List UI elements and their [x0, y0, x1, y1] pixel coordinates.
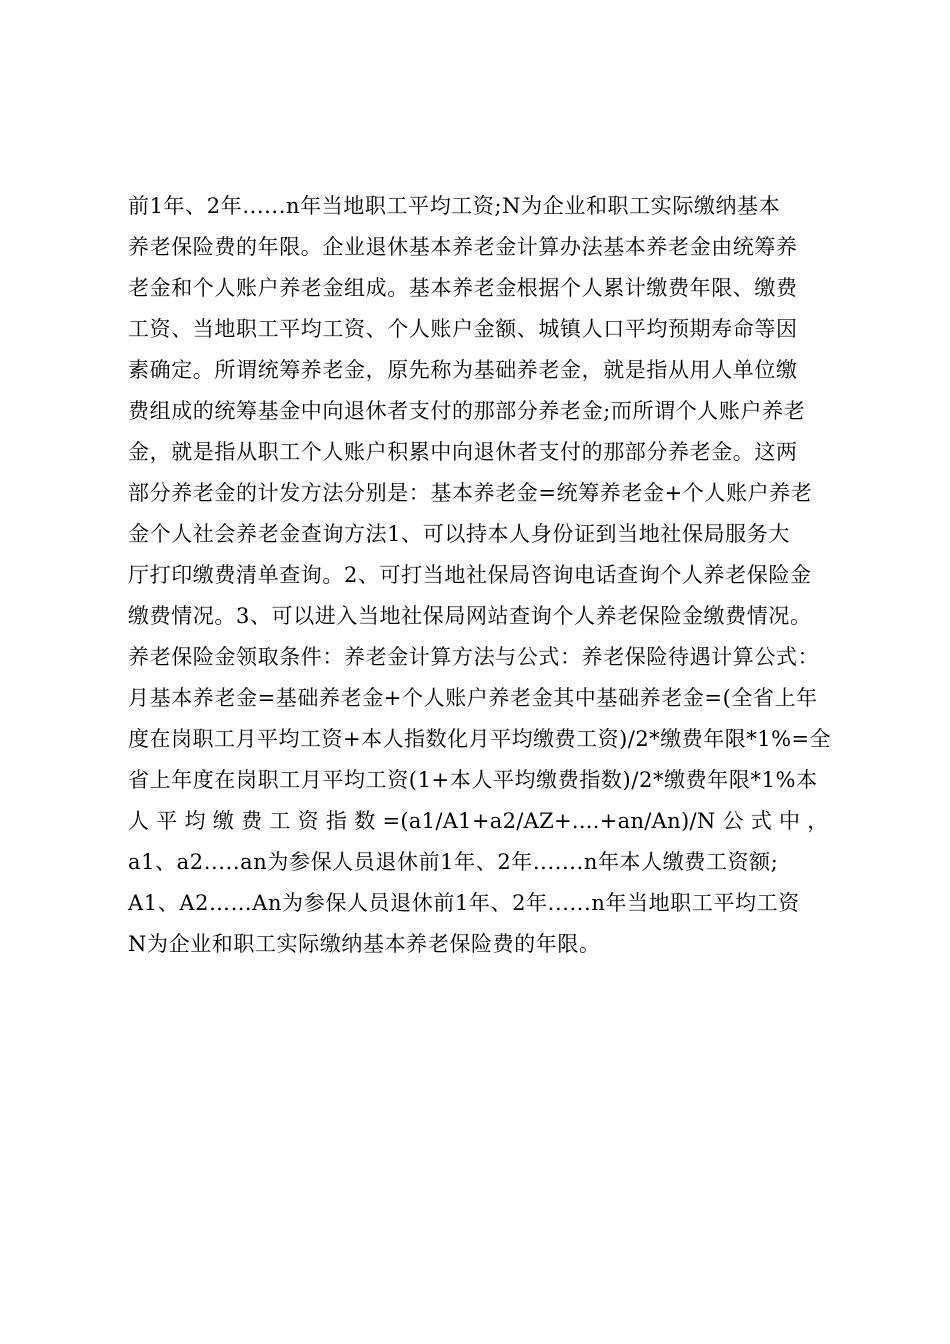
text-line: 工资、当地职工平均工资、个人账户金额、城镇人口平均预期寿命等因	[128, 317, 798, 341]
text-line: 月基本养老金=基础养老金+个人账户养老金其中基础养老金=(全省上年	[128, 686, 818, 710]
text-line: 厅打印缴费清单查询。2、可打当地社保局咨询电话查询个人养老保险金	[128, 563, 812, 587]
text-line: 金个人社会养老金查询方法1、可以持本人身份证到当地社保局服务大	[128, 522, 790, 546]
text-line: A1、A2……An为参保人员退休前1年、2年......n年当地职工平均工资	[128, 891, 800, 915]
text-line: 费组成的统筹基金中向退休者支付的那部分养老金;而所谓个人账户养老	[128, 399, 806, 423]
text-line: 养老保险费的年限。企业退休基本养老金计算办法基本养老金由统筹养	[128, 235, 798, 259]
text-line: 老金和个人账户养老金组成。基本养老金根据个人累计缴费年限、缴费	[128, 276, 798, 300]
text-line: a1、a2.....an为参保人员退休前1年、2年.......n年本人缴费工资额;	[128, 850, 779, 874]
text-line: 金，就是指从职工个人账户积累中向退休者支付的那部分养老金。这两	[128, 440, 798, 464]
text-line: 素确定。所谓统筹养老金，原先称为基础养老金，就是指从用人单位缴	[128, 358, 798, 382]
text-line: N为企业和职工实际缴纳基本养老保险费的年限。	[128, 932, 601, 956]
text-line: 缴费情况。3、可以进入当地社保局网站查询个人养老保险金缴费情况。	[128, 604, 812, 628]
text-line: 养老保险金领取条件：养老金计算方法与公式：养老保险待遇计算公式：	[128, 645, 820, 669]
text-line: 省上年度在岗职工月平均工资(1+本人平均缴费指数)/2*缴费年限*1%本	[128, 768, 818, 792]
body-text	[128, 186, 832, 965]
text-line: 人 平 均 缴 费 工 资 指 数 =(a1/A1+a2/AZ+....+an/An)/N 公 式 中 ，	[128, 809, 829, 833]
text-line: 部分养老金的计发方法分别是：基本养老金=统筹养老金+个人账户养老	[128, 481, 813, 505]
text-line: 前1年、2年......n年当地职工平均工资;N为企业和职工实际缴纳基本	[128, 194, 781, 218]
text-line: 度在岗职工月平均工资+本人指数化月平均缴费工资)/2*缴费年限*1%=全	[128, 727, 832, 751]
